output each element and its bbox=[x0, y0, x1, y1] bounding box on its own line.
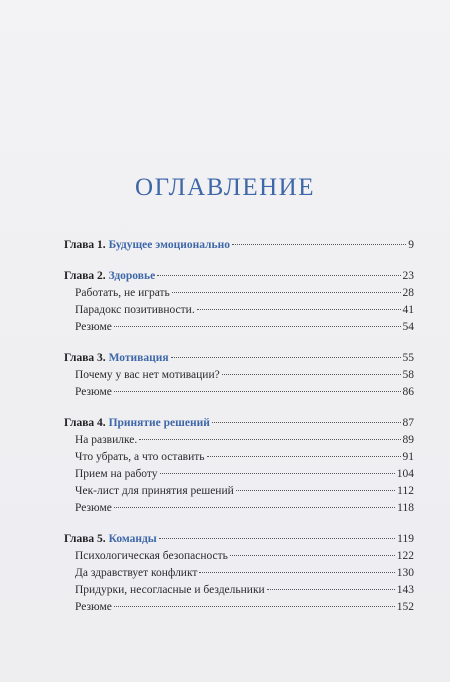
section-title: Прием на работу bbox=[75, 468, 158, 480]
section-title: Почему у вас нет мотивации? bbox=[75, 369, 220, 381]
page-number: 112 bbox=[397, 485, 414, 497]
page-number: 41 bbox=[402, 304, 414, 316]
chapter-heading bbox=[64, 350, 169, 367]
chapter-heading bbox=[64, 531, 157, 548]
toc-section[interactable] bbox=[64, 466, 414, 483]
section-title: Что убрать, а что оставить bbox=[75, 451, 205, 463]
dot-leader bbox=[230, 555, 395, 556]
page-title: ОГЛАВЛЕНИЕ bbox=[135, 174, 315, 201]
toc-section[interactable] bbox=[64, 302, 414, 319]
page-number: 28 bbox=[402, 287, 414, 299]
page-number: 130 bbox=[396, 567, 414, 579]
page-number: 152 bbox=[396, 601, 414, 613]
page-number: 143 bbox=[396, 584, 414, 596]
chapter-number: Глава 5. bbox=[64, 533, 106, 545]
dot-leader bbox=[171, 357, 401, 358]
section-title: Работать, не играть bbox=[75, 287, 170, 299]
page-number: 87 bbox=[402, 417, 414, 429]
table-of-contents bbox=[64, 237, 414, 616]
section-title: Придурки, несогласные и бездельники bbox=[75, 584, 265, 596]
section-title: На развилке. bbox=[75, 434, 138, 446]
toc-section[interactable] bbox=[64, 384, 414, 401]
chapter-title: Принятие решений bbox=[108, 417, 210, 429]
chapter-number: Глава 1. bbox=[64, 239, 106, 251]
chapter-title: Будущее эмоционально bbox=[108, 239, 230, 251]
toc-chapter-1[interactable] bbox=[64, 237, 414, 254]
dot-leader bbox=[159, 538, 395, 539]
toc-chapter-3[interactable] bbox=[64, 350, 414, 367]
page-number: 23 bbox=[402, 270, 414, 282]
toc-section[interactable] bbox=[64, 449, 414, 466]
chapter-title: Команды bbox=[108, 533, 157, 545]
dot-leader bbox=[114, 507, 395, 508]
dot-leader bbox=[199, 572, 394, 573]
page-number: 122 bbox=[396, 550, 414, 562]
page-number: 119 bbox=[397, 533, 414, 545]
toc-section[interactable] bbox=[64, 483, 414, 500]
toc-chapter-4[interactable] bbox=[64, 415, 414, 432]
chapter-title: Здоровье bbox=[108, 270, 156, 282]
page-number: 55 bbox=[402, 352, 414, 364]
chapter-heading bbox=[64, 415, 210, 432]
dot-leader bbox=[267, 589, 395, 590]
dot-leader bbox=[172, 292, 401, 293]
toc-section[interactable] bbox=[64, 285, 414, 302]
dot-leader bbox=[207, 456, 401, 457]
section-title: Резюме bbox=[75, 502, 112, 514]
toc-section[interactable] bbox=[64, 432, 414, 449]
chapter-heading bbox=[64, 237, 230, 254]
toc-section[interactable] bbox=[64, 319, 414, 336]
toc-section[interactable] bbox=[64, 582, 414, 599]
chapter-number: Глава 2. bbox=[64, 270, 106, 282]
chapter-heading bbox=[64, 268, 155, 285]
page-number: 86 bbox=[402, 386, 414, 398]
page-number: 54 bbox=[402, 321, 414, 333]
page-number: 91 bbox=[402, 451, 414, 463]
section-title: Парадокс позитивности. bbox=[75, 304, 195, 316]
dot-leader bbox=[236, 490, 395, 491]
toc-section[interactable] bbox=[64, 548, 414, 565]
section-title: Психологическая безопасность bbox=[75, 550, 228, 562]
page-number: 9 bbox=[408, 239, 414, 251]
dot-leader bbox=[197, 309, 401, 310]
dot-leader bbox=[232, 244, 406, 245]
toc-section[interactable] bbox=[64, 599, 414, 616]
dot-leader bbox=[114, 606, 395, 607]
toc-section[interactable] bbox=[64, 500, 414, 517]
dot-leader bbox=[222, 374, 401, 375]
section-title: Резюме bbox=[75, 601, 112, 613]
page-number: 89 bbox=[402, 434, 414, 446]
section-title: Резюме bbox=[75, 386, 112, 398]
dot-leader bbox=[139, 439, 400, 440]
section-title: Резюме bbox=[75, 321, 112, 333]
dot-leader bbox=[160, 473, 395, 474]
chapter-number: Глава 4. bbox=[64, 417, 106, 429]
page-number: 58 bbox=[402, 369, 414, 381]
toc-section[interactable] bbox=[64, 565, 414, 582]
toc-section[interactable] bbox=[64, 367, 414, 384]
chapter-number: Глава 3. bbox=[64, 352, 106, 364]
dot-leader bbox=[157, 275, 400, 276]
chapter-title: Мотивация bbox=[108, 352, 169, 364]
toc-chapter-5[interactable] bbox=[64, 531, 414, 548]
dot-leader bbox=[114, 391, 401, 392]
section-title: Да здравствует конфликт bbox=[75, 567, 198, 579]
page-number: 104 bbox=[396, 468, 414, 480]
dot-leader bbox=[114, 326, 401, 327]
section-title: Чек-лист для принятия решений bbox=[75, 485, 234, 497]
page-number: 118 bbox=[397, 502, 414, 514]
dot-leader bbox=[212, 422, 401, 423]
toc-chapter-2[interactable] bbox=[64, 268, 414, 285]
